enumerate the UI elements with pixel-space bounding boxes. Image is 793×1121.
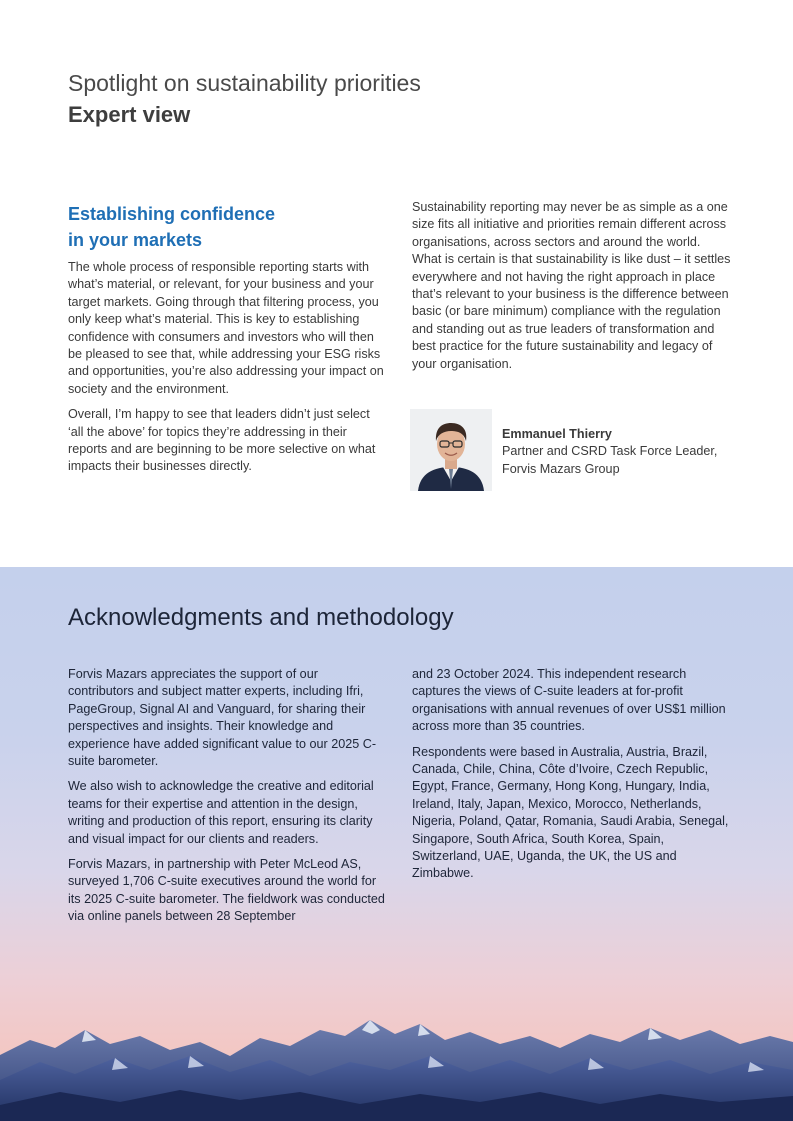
- acknowledgments-title: Acknowledgments and methodology: [68, 604, 454, 631]
- expert-role: Partner and CSRD Task Force Leader,: [502, 444, 718, 459]
- acknowledgments-paragraph: We also wish to acknowledge the creative and editorial teams for their expertise and attention in the design, writing and production of this report, ensuring its clarity and visual impact for our clients and readers.: [68, 779, 374, 846]
- acknowledgments-left-column: [68, 666, 386, 934]
- expert-left-column: [68, 259, 386, 484]
- countries-paragraph: Respondents were based in Australia, Austria, Brazil, Canada, Chile, China, Côte d’Ivoire, Czech Republic, Egypt, France, Germany, Hong Kong, Hungary, India, Ireland, Italy, Japan, Mexico, Morocco, Netherlands, Nigeria, Poland, Qatar, Romania, Saudi Arabia, Senegal, Singapore, South Africa, South Korea, Spain, Switzerland, UAE, Uganda, the UK, the US and Zimbabwe.: [412, 744, 729, 881]
- expert-right-column: [412, 199, 732, 381]
- portrait-illustration: [410, 409, 492, 491]
- section-kicker: Spotlight on sustainability priorities: [68, 70, 421, 96]
- expert-paragraph: The whole process of responsible reporting starts with what’s material, or relevant, for your business and your target markets. Going through that filtering process, you only keep what’s material. This is key to establishing confidence with consumers and investors who will then be pleased to see that, while addressing your ESG risks and opportunities, you’re also addressing your impact on society and the environment.: [68, 260, 384, 396]
- mountain-range-illustration: [0, 1000, 793, 1121]
- expert-paragraph: Overall, I’m happy to see that leaders didn’t just select ‘all the above’ for topics they’re addressing in their reports and are beginning to be more selective on what impacts their businesses directly.: [68, 407, 376, 474]
- acknowledgments-paragraph: Forvis Mazars appreciates the support of our contributors and subject matter experts, including Ifri, PageGroup, Signal AI and Vanguard, for sharing their perspectives and insights. Their knowledge and experience have added significant value to our 2025 C-suite barometer.: [68, 667, 377, 769]
- methodology-paragraph: and 23 October 2024. This independent research captures the views of C-suite leaders at for-profit organisations with annual revenues of over US$1 million across more than 35 countries.: [412, 667, 726, 734]
- expert-subheading: [68, 201, 358, 253]
- acknowledgments-right-column: [412, 666, 730, 891]
- expert-attribution: [502, 426, 742, 478]
- subheading-line-1: Establishing confidence: [68, 204, 276, 224]
- expert-quote-paragraph: Sustainability reporting may never be as simple as a one size fits all initiative and priorities remain different across organisations, across sectors and around the world. What is certain is that sustainability is like dust – it settles everywhere and not having the right approach in place that’s relevant to your business is the difference between basic (or bare minimum) compliance with the regulation and standing out as true leaders of transformation and best practice for the future sustainability and legacy of your organisation.: [412, 200, 731, 371]
- subheading-line-2: in your markets: [68, 230, 203, 250]
- expert-portrait: [410, 409, 492, 491]
- expert-organisation: Forvis Mazars Group: [502, 461, 620, 476]
- page-title: Expert view: [68, 102, 191, 127]
- acknowledgments-paragraph: Forvis Mazars, in partnership with Peter McLeod AS, surveyed 1,706 C-suite executives around the world for its 2025 C-suite barometer. The fieldwork was conducted via online panels between 28 September: [68, 857, 385, 924]
- expert-name: Emmanuel Thierry: [502, 427, 612, 441]
